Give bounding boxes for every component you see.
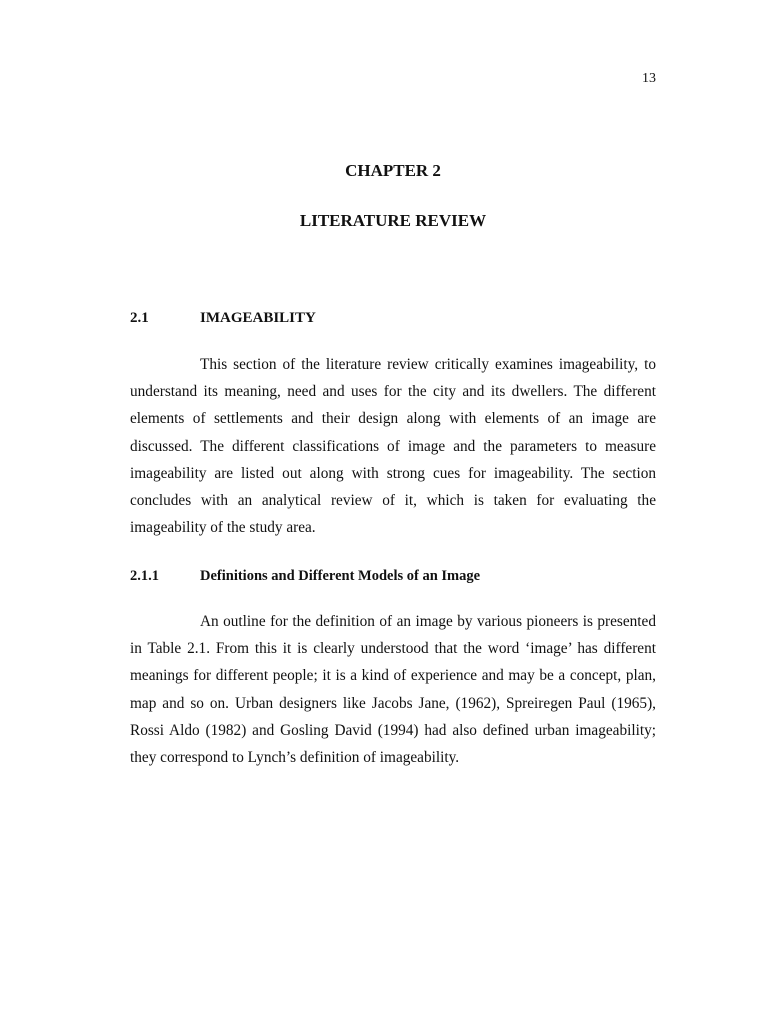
section-title: IMAGEABILITY bbox=[200, 310, 316, 326]
section-heading bbox=[130, 308, 316, 328]
chapter-number: CHAPTER 2 bbox=[345, 161, 441, 180]
page-number: 13 bbox=[642, 71, 656, 86]
section-paragraph: This section of the literature review critically examines imageability, to understand its meaning, need and uses for the city and its dwellers. The different elements of settlements and their design along with elements of an image are discussed. The different classifications of image and the parameters to measure imageability are listed out along with strong cues for imageability. The section concludes with an analytical review of it, which is taken for evaluating the imageability of the study area. bbox=[130, 356, 656, 537]
subsection-heading bbox=[130, 566, 480, 586]
subsection-paragraph: An outline for the definition of an image by various pioneers is presented in Table 2.1. From this it is clearly understood that the word ‘image’ has different meanings for different people; it is a kind of experience and may be a concept, plan, map and so on. Urban designers like Jacobs Jane, (1962), Spreiregen Paul (1965), Rossi Aldo (1982) and Gosling David (1994) had also defined urban imageability; they correspond to Lynch’s definition of imageability. bbox=[130, 613, 656, 767]
subsection-title: Definitions and Different Models of an Image bbox=[200, 568, 481, 584]
chapter-title: LITERATURE REVIEW bbox=[299, 211, 487, 230]
subsection-number: 2.1.1 bbox=[130, 568, 159, 584]
section-number: 2.1 bbox=[130, 310, 149, 326]
